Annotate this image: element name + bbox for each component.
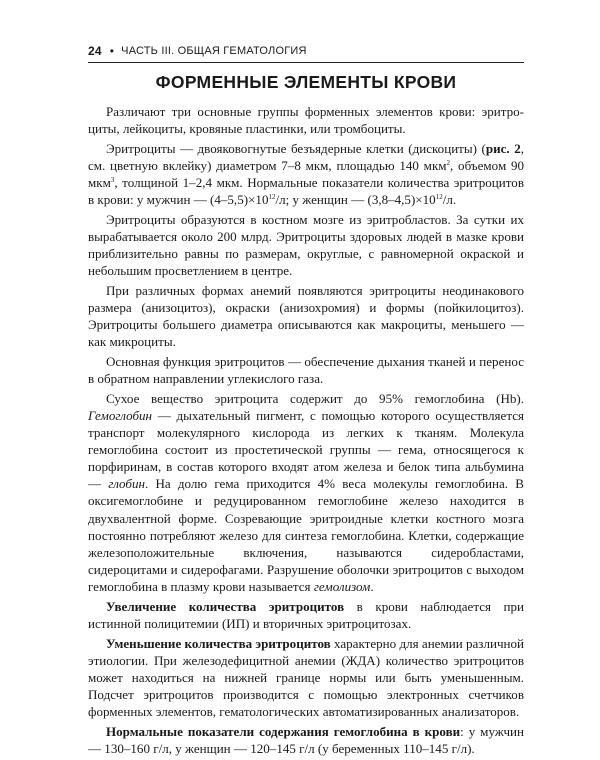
italic-run: глобин (108, 476, 145, 492)
paragraph (88, 598, 524, 632)
bold-run: Уменьшение количества эритроцитов (106, 635, 331, 651)
page-number: 24 (88, 44, 102, 58)
section-title: ФОРМЕННЫЕ ЭЛЕМЕНТЫ КРОВИ (155, 72, 457, 92)
bold-run: рис. 2 (485, 140, 521, 156)
text-run: : у мужчин — 130–160 г/л, у женщин — 120–145 г/л (у беременных 110–145 г/л). (88, 723, 525, 756)
text-run: Основная функция эритроцитов — обеспечение дыхания тканей и перенос в обратном направлении углекислого газа. (88, 354, 524, 387)
paragraph (88, 140, 524, 208)
text-run: характерно для анемии различной этиологии. При железодефицитной анемии (ЖДА) количество эритроцитов может находиться на нижней границе нормы или быть уменьшенным. Подсчет эритроцитов производится с помощью электронных счетчиков форменных элементов, гематологических автоматизированных анализаторов. (88, 635, 525, 719)
text-run: Эритроциты — двояковогнутые безъядерные клетки (дискоциты) ( (106, 140, 486, 156)
superscript: 12 (268, 193, 276, 202)
paragraph (88, 211, 524, 279)
text-run: /л; у женщин — (3,8–4,5)×10 (275, 192, 436, 208)
text-run: При различных формах анемий появляются эритроциты неодинакового размера (анизоцитоз), окраски (анизохромия) и формы (пойкилоцитоз). Эритроциты большего диаметра описываются как макроциты, меньшего — как микроциты. (88, 283, 524, 350)
superscript: 3 (110, 176, 115, 185)
italic-run: Гемоглобин (88, 408, 153, 424)
paragraph (88, 723, 524, 757)
body-text (88, 103, 524, 760)
paragraph (88, 390, 524, 595)
text-run: Сухое вещество эритроцита содержит до 95% гемоглобина (Hb). (106, 391, 524, 407)
bold-run: Нормальные показатели содержания гемоглобина в крови (106, 723, 461, 739)
bullet-separator: • (109, 44, 115, 58)
part-title: ЧАСТЬ III. ОБЩАЯ ГЕМАТОЛОГИЯ (121, 45, 307, 57)
italic-run: гемолизом (313, 578, 371, 594)
text-run: — дыхательный пигмент, с помощью которого осуществляется транспорт молекулярного кислорода из легких к тканям. Молекула гемоглобина состоит из простетической группы — гема, относящегося к порфиринам, в состав которого входят атом железа и белок типа альбумина — (88, 408, 524, 492)
text-run: /л. (442, 192, 457, 208)
text-run: , объемом 90 мкм (88, 158, 525, 191)
text-run: Эритроциты образуются в костном мозге из эритробластов. За сутки их вырабатывается около 200 млрд. Эритроциты здоровых людей в мазке крови приблизительно равны по размерам, округлые, с равномерной окраской и небольшим просветлением в центре. (88, 212, 524, 279)
text-run: . На долю гема приходится 4% веса молекулы гемоглобина. В оксигемоглобине и редуцированном гемоглобине железо находится в двухвалентной форме. Созревающие эритроидные клетки костного мозга постоянно потребляют железо для синтеза гемоглобина. Клетки, содержащие железоположительные включения, называются сидеробластами, сидероцитами и сидерофагами. Разрушение оболочки эритроцитов с выходом гемоглобина в плазму крови называется (88, 476, 524, 594)
text-run: . (370, 578, 374, 594)
header-rule (88, 62, 524, 63)
paragraph (88, 353, 524, 387)
superscript: 2 (446, 159, 451, 168)
text-run: , толщиной 1–2,4 мкм. Нормальные показатели количества эритроцитов в крови: у мужчин — (4–5,5)×10 (88, 175, 524, 208)
text-run: , см. цветную вклейку) диаметром 7–8 мкм, площадью 140 мкм (88, 140, 524, 174)
text-run: в крови наблюдается при истинной полицитемии (ИП) и вторичных эритроцитозах. (88, 598, 525, 631)
paragraph (88, 103, 524, 137)
running-head (88, 44, 307, 58)
bold-run: Увеличение количества эритроцитов (106, 598, 345, 614)
paragraph (88, 282, 524, 350)
paragraph (88, 635, 524, 720)
superscript: 12 (435, 193, 443, 202)
text-run: Различают три основные группы форменных элементов крови: эритроциты, лейкоциты, кровяные пластинки, или тромбоциты. (88, 104, 524, 137)
